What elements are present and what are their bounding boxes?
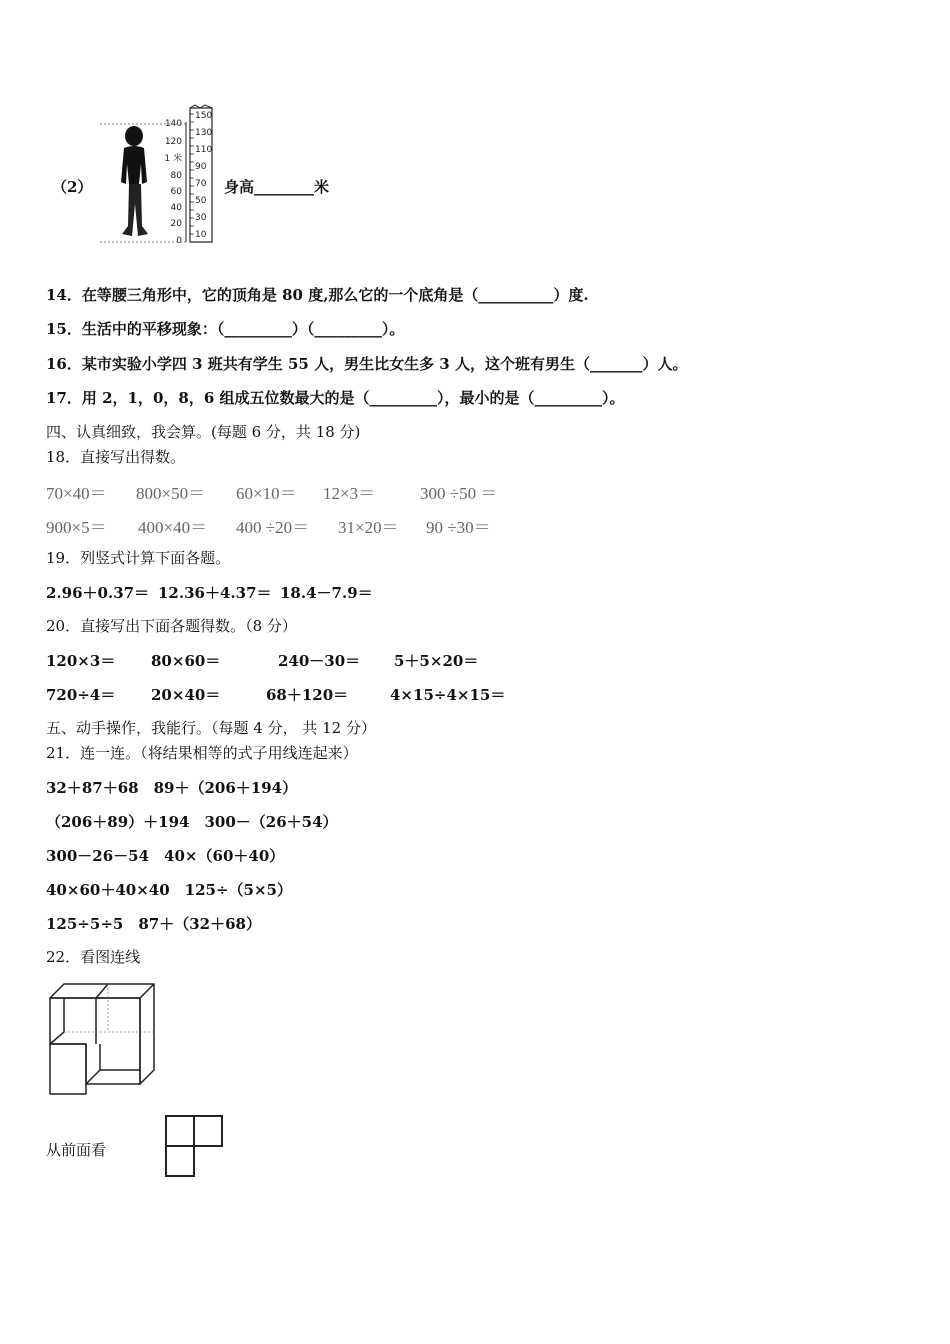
matching-pair: 32＋87＋68 89＋（206＋194）	[46, 779, 298, 797]
calc-item: 90 ÷30＝	[426, 518, 491, 537]
calc-item: 400 ÷20＝	[236, 518, 310, 537]
question-20-title: 20．直接写出下面各题得数。（8 分）	[46, 617, 297, 635]
cube-stack-figure	[46, 980, 156, 1096]
calc-item: 240－30＝	[278, 652, 361, 670]
ruler-label: 30	[195, 213, 207, 223]
calc-item: 400×40＝	[138, 518, 208, 537]
question-14: 14．在等腰三角形中，它的顶角是 80 度,那么它的一个底角是（__________）度.	[46, 286, 589, 304]
matching-pair: 40×60＋40×40 125÷（5×5）	[46, 881, 292, 899]
question-21-title: 21．连一连。（将结果相等的式子用线连起来）	[46, 744, 358, 762]
front-view-label: 从前面看	[46, 1141, 107, 1159]
front-view-shape	[162, 1112, 226, 1180]
matching-pair: 300－26－54 40×（60＋40）	[46, 847, 285, 865]
matching-pair: 125÷5÷5 87＋（32＋68）	[46, 915, 261, 933]
calc-item: 120×3＝	[46, 652, 116, 670]
scale-label: 140	[164, 119, 182, 129]
matching-pair: （206＋89）＋194 300－（26＋54）	[46, 813, 338, 831]
ruler-label: 10	[195, 230, 207, 240]
calc-item: 4×15÷4×15＝	[390, 686, 506, 704]
scale-label: 1 米	[164, 154, 182, 164]
calc-item: 70×40＝	[46, 484, 107, 503]
height-answer-text: 身高________米	[224, 178, 330, 196]
calc-item: 60×10＝	[236, 484, 297, 503]
question-17: 17．用 2，1，0，8，6 组成五位数最大的是（_________），最小的是（_________）。	[46, 389, 625, 407]
ruler-label: 130	[195, 128, 213, 138]
ruler-label: 70	[195, 179, 207, 189]
ruler-label: 50	[195, 196, 207, 206]
q13-part2-label: （2）	[52, 178, 93, 196]
calc-item: 800×50＝	[136, 484, 206, 503]
question-18-title: 18．直接写出得数。	[46, 448, 186, 466]
section-4-heading: 四、认真细致，我会算。(每题 6 分，共 18 分)	[46, 423, 361, 441]
question-19-title: 19．列竖式计算下面各题。	[46, 549, 231, 567]
scale-label: 80	[170, 171, 182, 181]
scale-label: 120	[164, 137, 182, 147]
question-15: 15．生活中的平移现象：（_________）（_________）。	[46, 320, 405, 338]
calc-item: 20×40＝	[151, 686, 221, 704]
child-height-ruler-figure	[98, 104, 220, 246]
calc-item: 720÷4＝	[46, 686, 116, 704]
question-16: 16．某市实验小学四 3 班共有学生 55 人，男生比女生多 3 人，这个班有男生（_______）人。	[46, 355, 688, 373]
calc-item: 31×20＝	[338, 518, 399, 537]
scale-label: 40	[170, 203, 182, 213]
scale-label: 20	[170, 219, 182, 229]
ruler-label: 150	[195, 111, 213, 121]
calc-item: 900×5＝	[46, 518, 107, 537]
ruler-label: 90	[195, 162, 207, 172]
calc-item: 300 ÷50 ＝	[420, 484, 498, 503]
question-22-title: 22．看图连线	[46, 948, 141, 966]
calc-item: 80×60＝	[151, 652, 221, 670]
calc-item: 12×3＝	[323, 484, 376, 503]
calc-item: 5＋5×20＝	[394, 652, 479, 670]
vertical-calc-item: 2.96＋0.37＝	[46, 584, 150, 602]
calc-item: 68＋120＝	[266, 686, 349, 704]
vertical-calc-item: 12.36＋4.37＝	[158, 584, 272, 602]
scale-label: 0	[176, 236, 182, 246]
ruler-label: 110	[195, 145, 213, 155]
section-5-heading: 五、动手操作，我能行。（每题 4 分， 共 12 分）	[46, 719, 376, 737]
child-figure	[121, 126, 148, 236]
vertical-calc-item: 18.4－7.9＝	[280, 584, 373, 602]
scale-label: 60	[170, 187, 182, 197]
